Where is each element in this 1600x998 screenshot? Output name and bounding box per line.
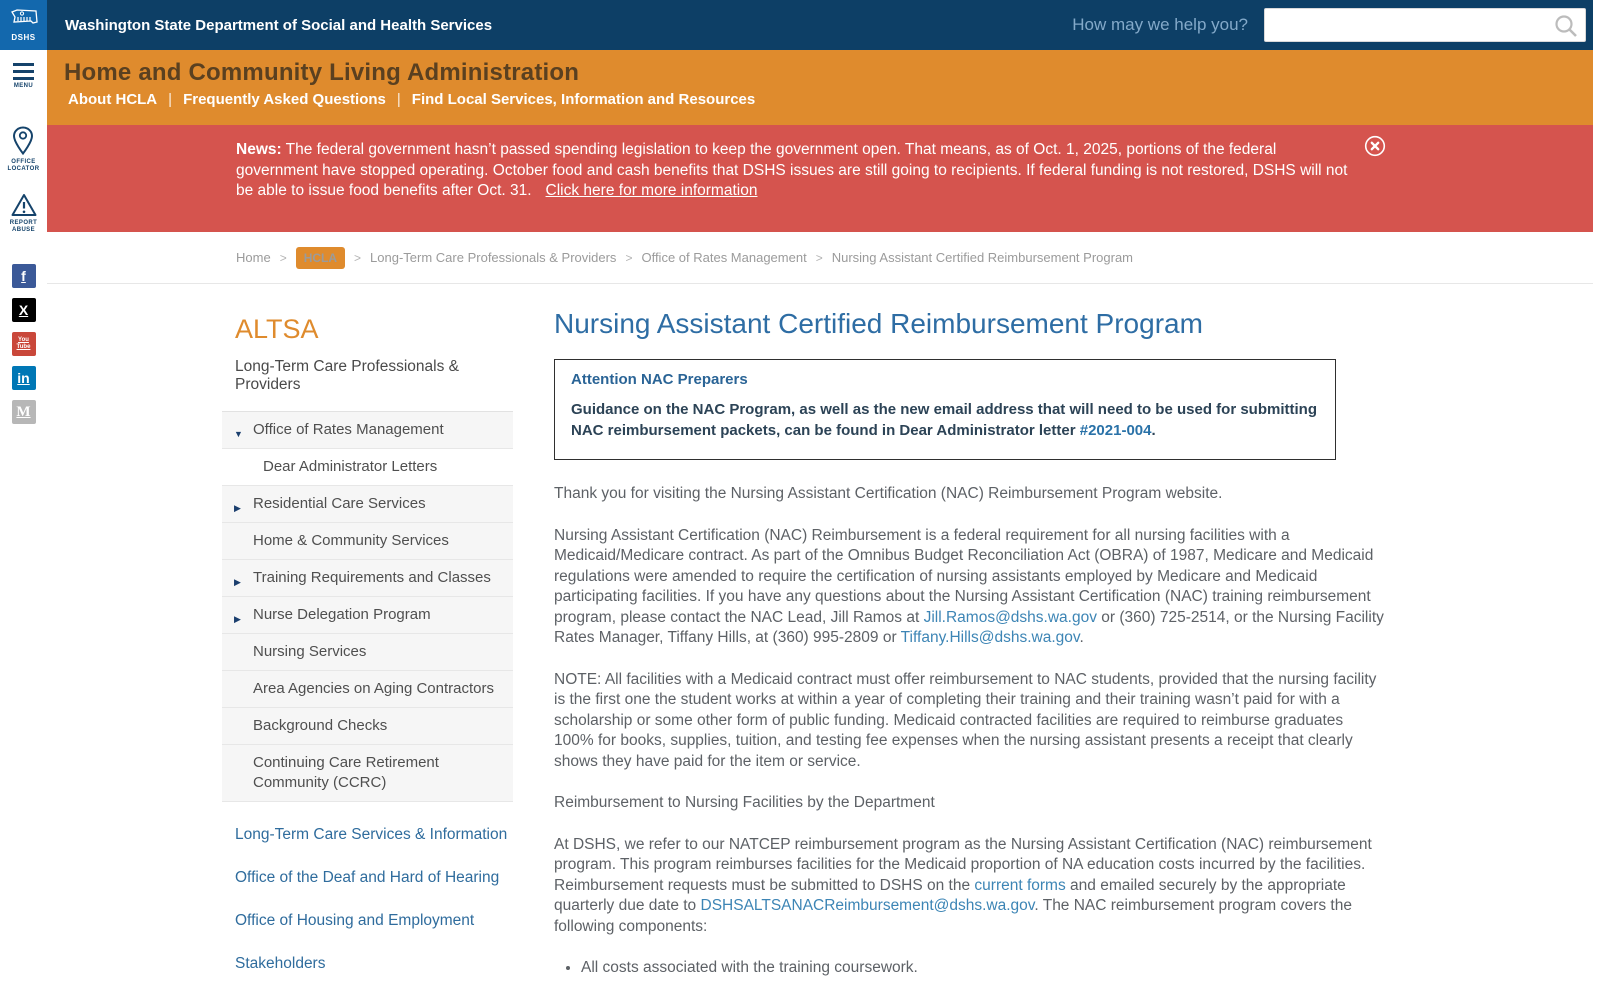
sidebar-menu-label: Training Requirements and Classes xyxy=(253,569,491,586)
search-prompt: How may we help you? xyxy=(1072,15,1248,34)
office-locator-label: OFFICE LOCATOR xyxy=(7,159,40,172)
attention-heading: Attention NAC Preparers xyxy=(571,371,748,388)
sidebar-menu-label: Area Agencies on Aging Contractors xyxy=(253,680,494,697)
breadcrumb-separator: > xyxy=(815,250,823,265)
paragraph xyxy=(554,670,1384,773)
sidebar-menu-label: Home & Community Services xyxy=(253,532,449,549)
dshs-capitol-icon xyxy=(9,8,39,32)
paragraph xyxy=(554,484,1384,505)
caret-down-icon: ▼ xyxy=(234,429,243,439)
sidebar-menu-item[interactable] xyxy=(222,523,513,560)
sidebar-menu-label: Office of Rates Management xyxy=(253,421,444,438)
search-area xyxy=(1072,8,1593,42)
sidebar-menu-label: Background Checks xyxy=(253,717,388,734)
bullet-item xyxy=(581,958,1384,979)
sidebar-menu xyxy=(222,411,513,802)
text-segment: . xyxy=(1151,422,1156,439)
attention-body xyxy=(571,399,1319,441)
search-icon[interactable] xyxy=(1552,12,1580,40)
text-segment: or (360) 725-2514, or the Nursing Facility Rates Manager, Tiffany Hills, at (360) 995-2809 or xyxy=(554,608,1384,646)
hcla-band xyxy=(47,50,1593,125)
warning-triangle-icon xyxy=(11,193,37,217)
breadcrumb-item[interactable]: Long-Term Care Professionals & Providers xyxy=(370,250,617,265)
caret-right-icon: ▶ xyxy=(234,577,241,587)
main-article xyxy=(554,308,1384,998)
inline-link[interactable]: Jill.Ramos@dshs.wa.gov xyxy=(923,608,1097,626)
text-segment: NOTE: All facilities with a Medicaid contract must offer reimbursement to NAC students, provided that the nursing facility is the first one the student works at within a year of completing their training and their training wasn’t paid for with a scholarship or some other form of public funding. Medicaid contracted facilities are required to reimburse graduates 100% for books, supplies, tuition, and testing fee expenses when the nursing assistant presents a receipt that clearly shows they have paid for the item or service. xyxy=(554,670,1377,770)
link-separator: | xyxy=(396,91,401,108)
sidebar-menu-label: Residential Care Services xyxy=(253,495,426,512)
text-segment: All costs associated with the training coursework. xyxy=(581,959,918,976)
linkedin-icon[interactable]: in xyxy=(12,366,36,390)
sidebar-menu-item[interactable] xyxy=(222,412,513,449)
hcla-link[interactable]: About HCLA xyxy=(68,91,158,108)
content-row xyxy=(47,284,1593,998)
page-title: Nursing Assistant Certified Reimbursement Program xyxy=(554,308,1203,339)
main-column xyxy=(47,50,1593,998)
inline-link[interactable]: Tiffany.Hills@dshs.wa.gov xyxy=(900,629,1080,646)
hamburger-icon xyxy=(13,63,34,80)
top-header xyxy=(0,0,1593,50)
sidebar-link[interactable]: Stakeholders xyxy=(235,955,326,972)
sidebar-menu-item[interactable] xyxy=(222,449,513,486)
text-segment: Thank you for visiting the Nursing Assistant Certification (NAC) Reimbursement Program website. xyxy=(554,485,1223,502)
sidebar-link[interactable]: Office of Housing and Employment xyxy=(235,912,475,929)
sidebar-menu-item[interactable] xyxy=(222,745,513,802)
breadcrumb-item[interactable]: Office of Rates Management xyxy=(641,250,807,265)
menu-label: MENU xyxy=(13,83,34,89)
news-label: News: xyxy=(236,141,282,158)
dshs-logo[interactable] xyxy=(0,0,47,50)
text-segment: At DSHS, we refer to our NATCEP reimbursement program as the Nursing Assistant Certification (NAC) reimbursement program. This program reimburses facilities for the Medicaid proportion of NA education costs incurred by the facilities. Reimbursement requests must be submitted to DSHS on the xyxy=(554,835,1372,894)
text-segment: Reimbursement to Nursing Facilities by the Department xyxy=(554,794,935,811)
sidebar-link[interactable]: Office of the Deaf and Hard of Hearing xyxy=(235,869,500,886)
text-segment: and emailed securely by the appropriate quarterly due date to xyxy=(554,876,1346,914)
news-text xyxy=(236,140,1352,202)
social-icons xyxy=(12,264,36,434)
report-abuse-label: REPORT ABUSE xyxy=(9,220,38,233)
sidebar-links xyxy=(222,826,513,998)
paragraph xyxy=(554,793,1384,814)
sidebar-nav xyxy=(222,314,513,998)
sidebar-menu-label: Dear Administrator Letters xyxy=(263,458,438,475)
text-segment: . xyxy=(1079,629,1084,646)
inline-link[interactable]: current forms xyxy=(974,876,1066,894)
news-banner xyxy=(47,125,1593,232)
close-icon[interactable] xyxy=(1364,135,1386,157)
site-title: Washington State Department of Social and Health Services xyxy=(65,16,493,34)
attention-box xyxy=(554,359,1336,460)
breadcrumb-item[interactable]: HCLA xyxy=(296,247,345,269)
hcla-link[interactable]: Find Local Services, Information and Resources xyxy=(411,91,756,108)
facebook-icon[interactable]: f xyxy=(12,264,36,288)
dshs-logo-text: DSHS xyxy=(11,33,36,42)
office-locator-button[interactable] xyxy=(8,126,40,173)
caret-right-icon: ▶ xyxy=(234,614,241,624)
sidebar-menu-item[interactable] xyxy=(222,486,513,523)
text-segment: Guidance on the NAC Program, as well as the new email address that will need to be used for submitting NAC reimbursement packets, can be found in Dear Administrator letter xyxy=(571,401,1317,439)
bullet-list xyxy=(581,958,1384,979)
breadcrumb-item: Nursing Assistant Certified Reimbursement Program xyxy=(831,250,1133,265)
sidebar-subheading: Long-Term Care Professionals & Providers xyxy=(235,358,459,393)
medium-icon[interactable]: M xyxy=(12,400,36,424)
sidebar-menu-item[interactable] xyxy=(222,671,513,708)
sidebar-menu-item[interactable] xyxy=(222,597,513,634)
inline-link[interactable]: DSHSALTSANACReimbursement@dshs.wa.gov xyxy=(700,897,1035,914)
sidebar-menu-label: Continuing Care Retirement Community (CCRC) xyxy=(253,754,439,791)
text-segment: . The NAC reimbursement program covers the following components: xyxy=(554,897,1352,935)
inline-link[interactable]: #2021-004 xyxy=(1079,422,1152,439)
hcla-title: Home and Community Living Administration xyxy=(64,59,580,86)
menu-button[interactable] xyxy=(13,63,34,90)
sidebar-menu-item[interactable] xyxy=(222,634,513,671)
sidebar-menu-label: Nurse Delegation Program xyxy=(253,606,431,623)
youtube-icon[interactable]: You Tube xyxy=(12,332,36,356)
sidebar-heading: ALTSA xyxy=(235,314,319,344)
sidebar-menu-label: Nursing Services xyxy=(253,643,367,660)
news-more-link[interactable]: Click here for more information xyxy=(545,182,758,199)
sidebar-menu-item[interactable] xyxy=(222,708,513,745)
report-abuse-button[interactable] xyxy=(10,193,37,234)
body-blocks xyxy=(554,484,1384,979)
breadcrumb-separator: > xyxy=(354,250,362,265)
text-segment: Nursing Assistant Certification (NAC) Reimbursement is a federal requirement for all nursing facilities with a Medicaid/Medicare contract. As part of the Omnibus Budget Reconciliation Act (OBRA) of 1987, Medicare and Medicaid regulations were amended to require the certification of nursing assistants employed by Medicare and Medicaid participating facilities. If you have any questions about the Nursing Assistant Certification (NAC) training reimbursement program, please contact the NAC Lead, Jill Ramos at xyxy=(554,526,1374,626)
breadcrumb-separator: > xyxy=(625,250,633,265)
left-rail xyxy=(0,50,47,900)
search-box xyxy=(1264,8,1586,42)
caret-right-icon: ▶ xyxy=(234,503,241,513)
link-separator: | xyxy=(168,91,173,108)
search-input[interactable] xyxy=(1265,9,1585,41)
news-body: The federal government hasn’t passed spending legislation to keep the government open. That means, as of Oct. 1, 2025, portions of the federal government have stopped operating. October food and cash benefits that DSHS issues are still going to recipients. If federal funding is not restored, DSHS will not be able to issue food benefits after Oct. 31. xyxy=(236,141,1348,199)
paragraph xyxy=(554,526,1384,649)
paragraph xyxy=(554,835,1384,938)
breadcrumb-separator: > xyxy=(279,250,287,265)
x-twitter-icon[interactable]: X xyxy=(12,298,36,322)
hcla-links xyxy=(64,91,1593,108)
breadcrumb xyxy=(47,232,1593,284)
hcla-link[interactable]: Frequently Asked Questions xyxy=(183,91,386,108)
sidebar-link[interactable]: Long-Term Care Services & Information xyxy=(235,826,508,843)
breadcrumb-item[interactable]: Home xyxy=(236,250,271,265)
sidebar-menu-item[interactable] xyxy=(222,560,513,597)
map-pin-icon xyxy=(11,126,35,156)
